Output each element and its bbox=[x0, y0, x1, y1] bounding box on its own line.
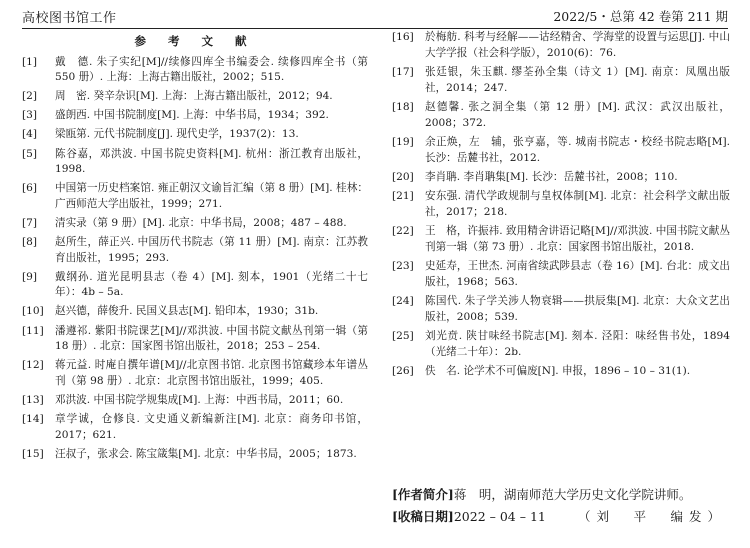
reference-item bbox=[22, 358, 368, 389]
reference-number: [7] bbox=[22, 216, 38, 229]
reference-number: [20] bbox=[392, 170, 414, 183]
references-title: 参 考 文 献 bbox=[134, 34, 256, 48]
reference-number: [19] bbox=[392, 135, 414, 148]
reference-number: [10] bbox=[22, 305, 44, 318]
reference-item bbox=[392, 65, 730, 96]
reference-item bbox=[22, 324, 368, 355]
reference-number: [18] bbox=[392, 100, 414, 113]
reference-item bbox=[392, 259, 730, 290]
reference-number: [5] bbox=[22, 147, 38, 160]
reference-text: 佚 名. 论学术不可偏废[N]. 申报，1896 – 10 – 31(1). bbox=[425, 365, 691, 378]
running-header bbox=[22, 4, 728, 29]
reference-item bbox=[392, 135, 730, 166]
reference-number: [25] bbox=[392, 330, 414, 343]
reference-item bbox=[22, 181, 368, 212]
references-left-column bbox=[22, 30, 368, 466]
reference-item bbox=[392, 329, 730, 360]
reference-item bbox=[22, 89, 368, 105]
reference-item bbox=[392, 364, 730, 380]
reference-item bbox=[22, 393, 368, 409]
reference-number: [17] bbox=[392, 65, 414, 78]
reference-number: [12] bbox=[22, 359, 44, 372]
reference-item bbox=[392, 294, 730, 325]
reference-text: 潘遵祁. 紫阳书院课艺[M]//邓洪波. 中国书院文献丛刊第一辑（第 18 册）. 北京：国家图书馆出版社，2018；253 – 254. bbox=[55, 324, 368, 353]
reference-text: 戴 德. 朱子实纪[M]//续修四库全书编委会. 续修四库全书（第 550 册）. 上海：上海古籍出版社，2002；515. bbox=[55, 55, 368, 84]
reference-text: 戴纲孙. 道光昆明县志（卷 4）[M]. 刻本，1901（光绪二十七年）：4b – 5a. bbox=[55, 270, 368, 299]
reference-text: 史延寿，王世杰. 河南省续武陟县志（卷 16）[M]. 台北：成文出版社，1968；563. bbox=[425, 260, 730, 288]
reference-text: 汪叔子，张求会. 陈宝箴集[M]. 北京：中华书局，2005；1873. bbox=[55, 447, 357, 460]
reference-item bbox=[392, 189, 730, 220]
reference-text: 梁瓯第. 元代书院制度[J]. 现代史学，1937(2)：13. bbox=[55, 128, 299, 141]
reference-text: 安东强. 清代学政规制与皇权体制[M]. 北京：社会科学文献出版社，2017；218. bbox=[425, 190, 730, 218]
reference-number: [8] bbox=[22, 236, 38, 249]
reference-item bbox=[22, 108, 368, 124]
reference-text: 李肖聃. 李肖聃集[M]. 长沙：岳麓书社，2008；110. bbox=[425, 170, 678, 183]
reference-number: [21] bbox=[392, 190, 414, 203]
reference-item bbox=[22, 270, 368, 301]
reference-item bbox=[392, 170, 730, 186]
reference-number: [4] bbox=[22, 128, 38, 141]
reference-text: 中国第一历史档案馆. 雍正朝汉文谕旨汇编（第 8 册）[M]. 桂林：广西师范大学出版社，1999；271. bbox=[55, 182, 368, 210]
bio-text: 蒋 明，湖南师范大学历史文化学院讲师。 bbox=[453, 487, 692, 502]
reference-number: [24] bbox=[392, 295, 414, 308]
date-label: [收稿日期] bbox=[392, 509, 454, 524]
received-date bbox=[392, 506, 546, 528]
reference-text: 周 密. 癸辛杂识[M]. 上海：上海古籍出版社，2012；94. bbox=[55, 90, 333, 103]
date-value: 2022 – 04 – 11 bbox=[453, 509, 546, 524]
reference-text: 盛朗西. 中国书院制度[M]. 上海：中华书局，1934；392. bbox=[55, 109, 329, 122]
references-right-column bbox=[392, 30, 730, 384]
reference-item bbox=[22, 127, 368, 143]
bio-label: [作者简介] bbox=[392, 487, 454, 502]
reference-text: 於梅舫. 科考与经解——诂经精舍、学海堂的设置与运思[J]. 中山大学学报（社会科学版），2010(6)：76. bbox=[425, 31, 730, 59]
reference-text: 赵兴德，薛俊升. 民国义县志[M]. 铅印本，1930；31b. bbox=[55, 305, 319, 318]
reference-number: [16] bbox=[392, 31, 414, 43]
reference-number: [3] bbox=[22, 109, 38, 122]
reference-number: [26] bbox=[392, 365, 414, 378]
reference-number: [13] bbox=[22, 393, 44, 406]
reference-text: 张廷银，朱玉麒. 缪荃孙全集（诗文 1）[M]. 南京：凤凰出版社，2014；247. bbox=[425, 65, 730, 94]
reference-text: 清实录（第 9 册）[M]. 北京：中华书局，2008；487 – 488. bbox=[55, 216, 347, 229]
reference-text: 陈国代. 朱子学关涉人物衰辑——拱辰集[M]. 北京：大众文艺出版社，2008；539. bbox=[425, 295, 730, 323]
reference-item bbox=[392, 30, 730, 61]
reference-number: [6] bbox=[22, 182, 38, 195]
reference-number: [14] bbox=[22, 412, 44, 425]
reference-text: 赵德馨. 张之洞全集（第 12 册）[M]. 武汉：武汉出版社，2008；372. bbox=[425, 100, 730, 129]
reference-item bbox=[392, 100, 730, 131]
reference-text: 刘光贲. 陕甘味经书院志[M]. 刻本. 泾阳：味经售书处，1894（光绪二十年）：2b. bbox=[425, 330, 730, 358]
editor-note: （刘 平 编发） bbox=[577, 509, 726, 524]
reference-text: 陈谷嘉，邓洪波. 中国书院史资料[M]. 杭州：浙江教育出版社，1998. bbox=[55, 147, 368, 176]
reference-number: [15] bbox=[22, 447, 44, 460]
reference-item bbox=[22, 235, 368, 266]
reference-item bbox=[22, 147, 368, 178]
reference-number: [23] bbox=[392, 260, 414, 273]
reference-text: 章学诚，仓修良. 文史通义新编新注[M]. 北京：商务印书馆，2017；621. bbox=[55, 412, 368, 441]
reference-item bbox=[22, 447, 368, 463]
reference-item bbox=[22, 412, 368, 443]
reference-item bbox=[22, 55, 368, 86]
reference-number: [9] bbox=[22, 270, 38, 283]
reference-text: 赵所生，薛正兴. 中国历代书院志（第 11 册）[M]. 南京：江苏教育出版社，1995；293. bbox=[55, 236, 368, 264]
reference-text: 邓洪波. 中国书院学规集成[M]. 上海：中西书局，2011；60. bbox=[55, 393, 344, 406]
reference-number: [1] bbox=[22, 55, 38, 68]
reference-text: 余正焕，左 辅，张亨嘉，等. 城南书院志・校经书院志略[M]. 长沙：岳麓书社，2012. bbox=[425, 135, 730, 164]
author-bio bbox=[392, 484, 730, 506]
issue-info: 2022/5・总第 42 卷第 211 期 bbox=[553, 9, 728, 24]
reference-number: [2] bbox=[22, 90, 38, 103]
reference-item bbox=[392, 224, 730, 255]
reference-text: 蒋元益. 时庵自撰年谱[M]//北京图书馆. 北京图书馆藏珍本年谱丛刊（第 98 册）. 北京：北京图书馆出版社，1999；405. bbox=[55, 359, 368, 387]
reference-number: [11] bbox=[22, 324, 44, 337]
reference-item bbox=[22, 304, 368, 320]
author-info bbox=[392, 484, 730, 528]
journal-name: 高校图书馆工作 bbox=[22, 10, 117, 26]
reference-number: [22] bbox=[392, 225, 414, 238]
reference-text: 王 格，许振祎. 致用精舍讲语记略[M]//邓洪波. 中国书院文献丛刊第一辑（第 73 册）. 北京：国家图书馆出版社，2018. bbox=[425, 225, 730, 253]
reference-item bbox=[22, 216, 368, 232]
